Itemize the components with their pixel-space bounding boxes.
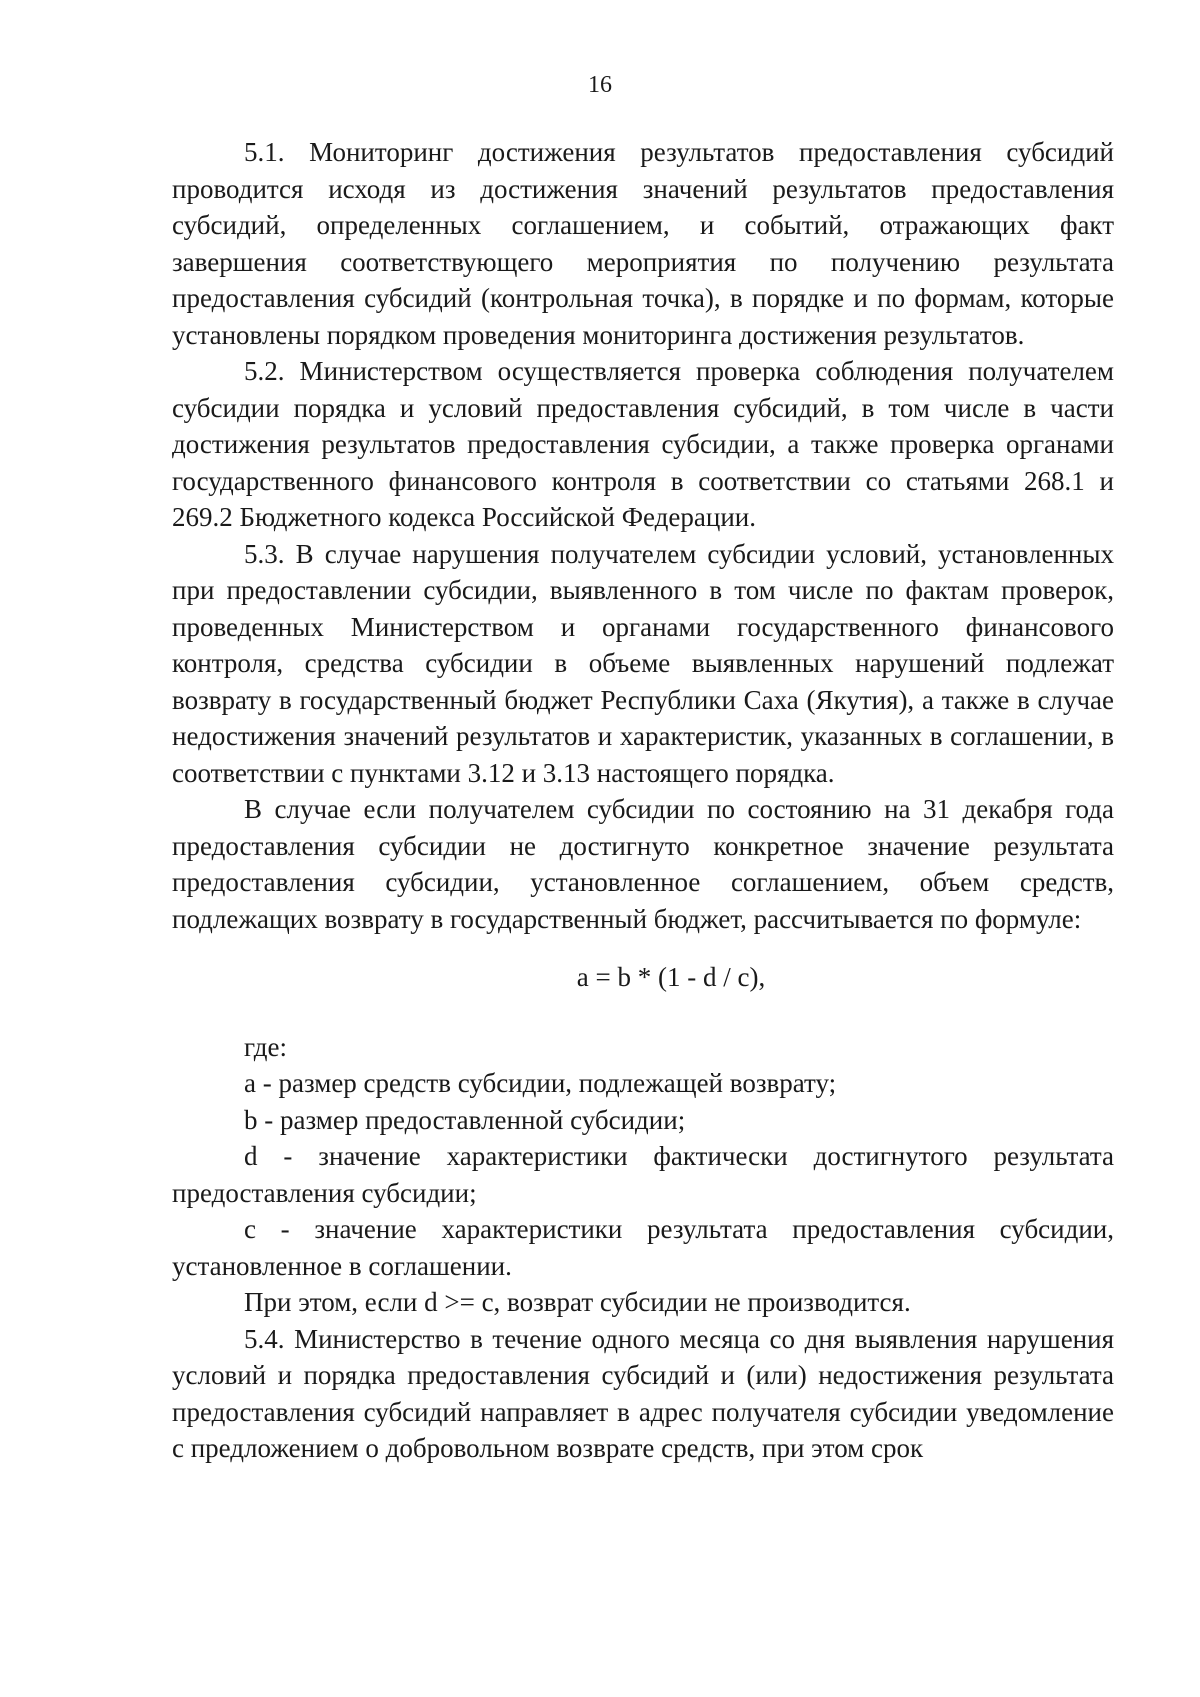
document-body (172, 134, 1114, 1467)
definition-c: c - значение характеристики результата предоставления субсидии, установленное в соглашении. (172, 1214, 1114, 1281)
paragraph-return-case: В случае если получателем субсидии по состоянию на 31 декабря года предоставления субсидии не достигнуто конкретное значение результата предоставления субсидии, установленное соглашением, объем средств, подлежащих возврату в государственный бюджет, рассчитывается по формуле: (172, 794, 1114, 934)
paragraph-5-1: 5.1. Мониторинг достижения результатов предоставления субсидий проводится исходя из достижения значений результатов предоставления субсидий, определенных соглашением, и событий, отражающих факт завершения соответствующего мероприятия по получению результата предоставления субсидий (контрольная точка), в порядке и по формам, которые установлены порядком проведения мониторинга достижения результатов. (172, 137, 1114, 350)
paragraph-5-4: 5.4. Министерство в течение одного месяца со дня выявления нарушения условий и порядка предоставления субсидий и (или) недостижения результата предоставления субсидий направляет в адрес получателя субсидии уведомление с предложением о добровольном возврате средств, при этом срок (172, 1323, 1114, 1463)
formula-where-label: где: (244, 1031, 287, 1062)
paragraph-no-return: При этом, если d >= c, возврат субсидии не производится. (244, 1287, 911, 1317)
page-number: 16 (588, 72, 612, 98)
paragraph-5-2: 5.2. Министерством осуществляется проверка соблюдения получателем субсидии порядка и условий предоставления субсидий, в том числе в части достижения результатов предоставления субсидии, а также проверка органами государственного финансового контроля в соответствии со статьями 268.1 и 269.2 Бюджетного кодекса Российской Федерации. (172, 356, 1114, 532)
return-formula: a = b * (1 - d / c), (576, 962, 766, 992)
paragraph-5-3: 5.3. В случае нарушения получателем субсидии условий, установленных при предоставлении субсидии, выявленного в том числе по фактам проверок, проведенных Министерством и органами государственного финансового контроля, средства субсидии в объеме выявленных нарушений подлежат возврату в государственный бюджет Республики Саха (Якутия), а также в случае недостижения значений результатов и характеристик, указанных в соглашении, в соответствии с пунктами 3.12 и 3.13 настоящего порядка. (172, 538, 1114, 788)
definition-a: a - размер средств субсидии, подлежащей возврату; (244, 1068, 837, 1098)
definition-d: d - значение характеристики фактически достигнутого результата предоставления субсидии; (172, 1141, 1114, 1208)
definition-b: b - размер предоставленной субсидии; (244, 1104, 686, 1135)
